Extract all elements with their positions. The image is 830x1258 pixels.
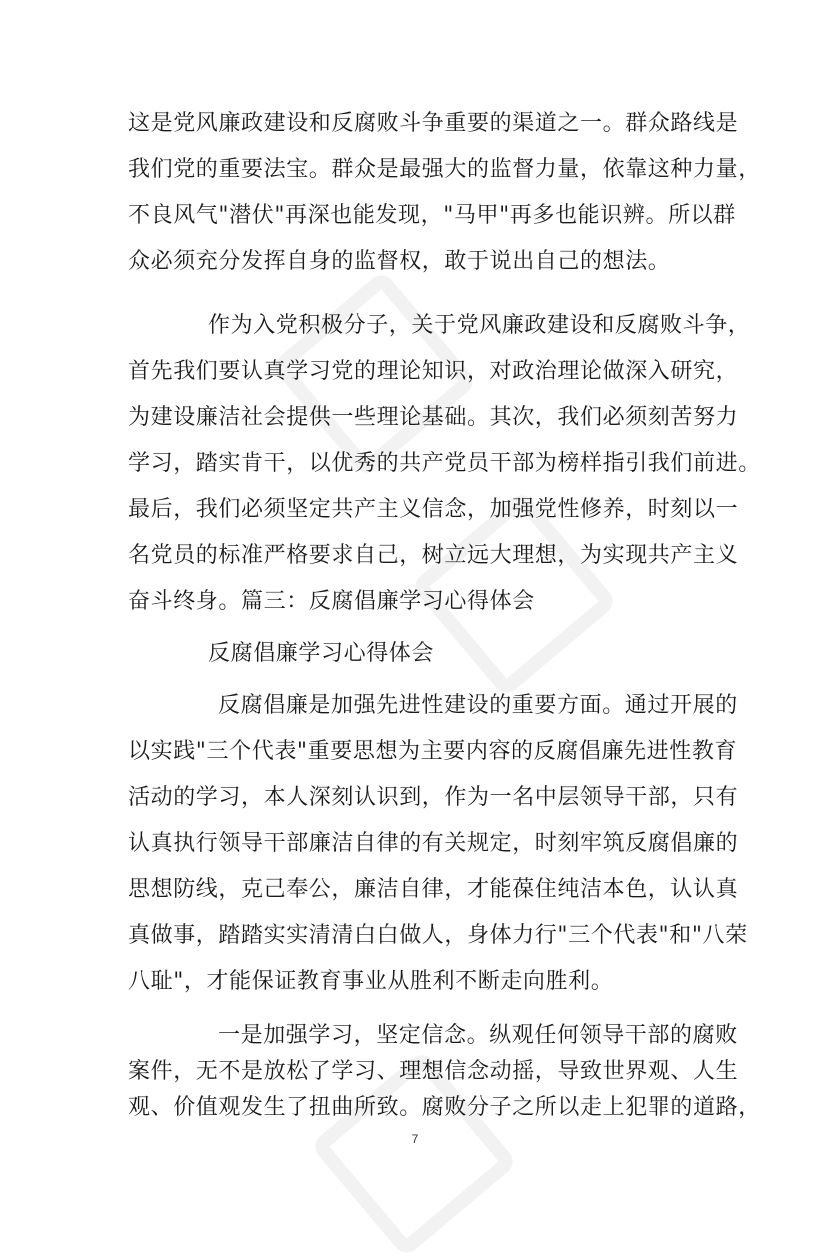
text-line: 为建设廉洁社会提供一些理论基础。其次，我们必须刻苦努力 xyxy=(128,405,739,430)
text-line: 众必须充分发挥自身的监督权，敢于说出自己的想法。 xyxy=(128,249,671,274)
text-line: 学习，踏实肯干，以优秀的共产党员干部为榜样指引我们前进。 xyxy=(128,451,761,476)
text-line: 观、价值观发生了扭曲所致。腐败分子之所以走上犯罪的道路， xyxy=(128,1095,761,1120)
text-line: 最后，我们必须坚定共产主义信念，加强党性修养，时刻以一 xyxy=(128,497,739,522)
text-line: 以实践"三个代表"重要思想为主要内容的反腐倡廉先进性教育 xyxy=(128,739,738,764)
text-line: 真做事，踏踏实实清清白白做人，身体力行"三个代表"和"八荣 xyxy=(128,923,748,948)
page-number: 7 xyxy=(411,1132,419,1146)
text-line: 奋斗终身。篇三：反腐倡廉学习心得体会 xyxy=(128,589,535,614)
text-line: 不良风气"潜伏"再深也能发现，"马甲"再多也能识辨。所以群 xyxy=(128,203,736,228)
text-line: 八耻"，才能保证教育事业从胜利不断走向胜利。 xyxy=(128,969,614,994)
text-line: 这是党风廉政建设和反腐败斗争重要的渠道之一。群众路线是 xyxy=(128,111,739,136)
section-title: 反腐倡廉学习心得体会 xyxy=(208,641,435,666)
text-line: 我们党的重要法宝。群众是最强大的监督力量，依靠这种力量， xyxy=(128,157,761,182)
text-line: 活动的学习，本人深刻认识到，作为一名中层领导干部，只有 xyxy=(128,785,739,810)
text-line: 名党员的标准严格要求自己，树立远大理想，为实现共产主义 xyxy=(128,543,739,568)
paragraph-start-line: 作为入党积极分子，关于党风廉政建设和反腐败斗争， xyxy=(208,313,751,338)
text-line: 认真执行领导干部廉洁自律的有关规定，时刻牢筑反腐倡廉的 xyxy=(128,831,739,856)
text-line: 思想防线，克己奉公，廉洁自律，才能葆住纯洁本色，认认真 xyxy=(128,877,739,902)
paragraph-start-line: 一是加强学习，坚定信念。纵观任何领导干部的腐败 xyxy=(218,1023,738,1048)
text-line: 首先我们要认真学习党的理论知识，对政治理论做深入研究， xyxy=(128,359,739,384)
paragraph-start-line: 反腐倡廉是加强先进性建设的重要方面。通过开展的 xyxy=(218,693,738,718)
text-line: 案件，无不是放松了学习、理想信念动摇，导致世界观、人生 xyxy=(128,1059,739,1084)
